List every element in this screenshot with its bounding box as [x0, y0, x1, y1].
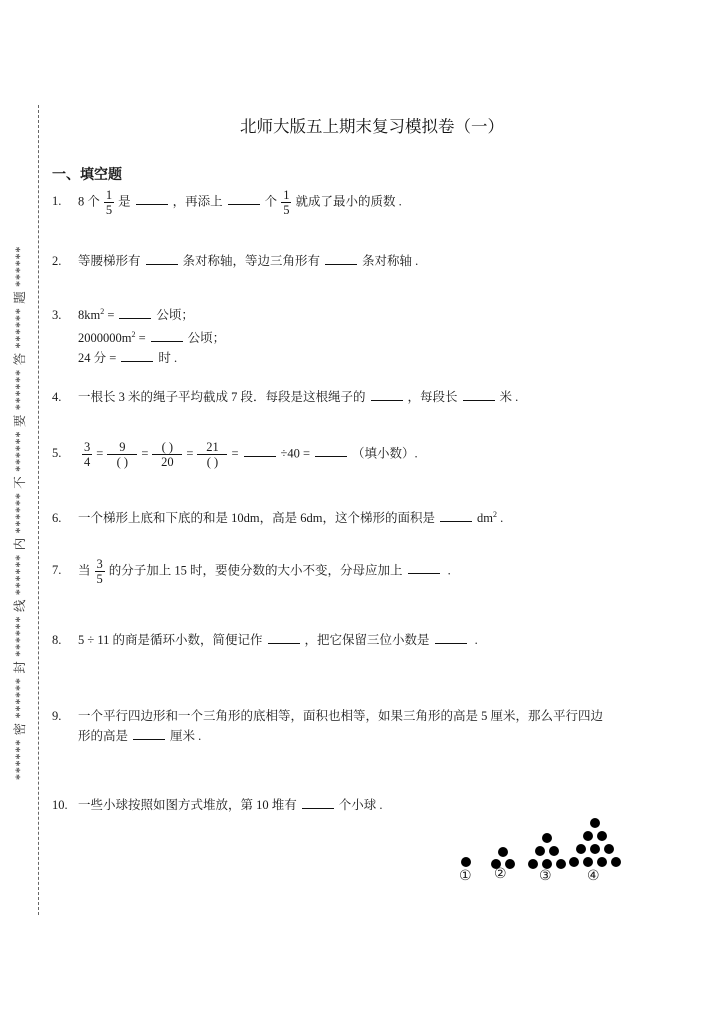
question-6: 6. 一个梯形上底和下底的和是 10dm，高是 6dm，这个梯形的面积是 $dm^2$ .: [52, 510, 504, 525]
pile-label-2: ②: [494, 866, 507, 882]
question-8: 8. 5 ÷ 11 的商是循环小数，简便记作 ，把它保留三位小数是 .: [52, 633, 478, 647]
pile-label-4: ④: [587, 868, 600, 884]
answer-blank[interactable]: [435, 631, 467, 644]
question-10: 10. 一些小球按照如图方式堆放，第 10 堆有 个小球 .: [52, 798, 383, 812]
question-5: 5. $\frac{3}{4}$ = $\frac{9}{( )}$ = $\frac{( )}{20}$ = $\frac{21}{( )}$ = ÷40 = （填小数）.: [52, 440, 418, 469]
answer-blank[interactable]: [440, 509, 472, 522]
question-2: 2. 等腰梯形有 条对称轴，等边三角形有 条对称轴 .: [52, 254, 419, 268]
answer-blank[interactable]: [146, 252, 178, 265]
answer-blank[interactable]: [325, 252, 357, 265]
fraction: $\frac{( )}{20}$: [152, 440, 182, 469]
answer-blank[interactable]: [121, 349, 153, 362]
pile-label-3: ③: [539, 868, 552, 884]
answer-blank[interactable]: [136, 192, 168, 205]
question-1: 1. 8 个 $\frac{1}{5}$ 是 ，再添上 个 $\frac{1}{5}$ 就成了最小的质数 .: [52, 188, 402, 217]
answer-blank[interactable]: [133, 727, 165, 740]
fraction: $\frac{21}{( )}$: [197, 440, 227, 469]
answer-blank[interactable]: [268, 631, 300, 644]
fraction: $\frac{9}{( )}$: [107, 440, 137, 469]
answer-blank[interactable]: [463, 388, 495, 401]
answer-blank[interactable]: [244, 444, 276, 457]
fraction: $\frac{3}{4}$: [84, 440, 91, 469]
fraction: $\frac{3}{5}$: [96, 557, 103, 586]
ball-stack-figure: [455, 815, 635, 890]
question-7: 7. 当 $\frac{3}{5}$ 的分子加上 15 时，要使分数的大小不变，分母应加上 .: [52, 557, 451, 586]
seal-dashed-line: [38, 105, 39, 915]
answer-blank[interactable]: [302, 796, 334, 809]
question-3: 3. $8km^2$ = 公顷； $2000000m^2$ = 公顷； 24 分 = 时 .: [52, 307, 226, 365]
page-title: 北师大版五上期末复习模拟卷（一）: [240, 117, 504, 136]
pile-label-1: ①: [459, 868, 472, 884]
answer-blank[interactable]: [228, 192, 260, 205]
question-9: 9. 一个平行四边形和一个三角形的底相等，面积也相等，如果三角形的高是 5 厘米，那么平行四边 形的高是 厘米 .: [52, 709, 604, 743]
answer-blank[interactable]: [151, 329, 183, 342]
answer-blank[interactable]: [315, 444, 347, 457]
answer-blank[interactable]: [119, 306, 151, 319]
section-heading: 一、填空题: [52, 167, 122, 183]
fraction: $\frac{1}{5}$: [105, 188, 113, 217]
question-4: 4. 一根长 3 米的绳子平均截成 7 段．每段是这根绳子的 ，每段长 米 .: [52, 390, 519, 404]
answer-blank[interactable]: [371, 388, 403, 401]
fraction: $\frac{1}{5}$: [283, 188, 290, 217]
seal-line-notice: ****** 密 ****** 封 ****** 线 ****** 内 ****** 不 ****** 要 ****** 答 ****** 题 ******: [13, 245, 27, 780]
answer-blank[interactable]: [408, 561, 440, 574]
